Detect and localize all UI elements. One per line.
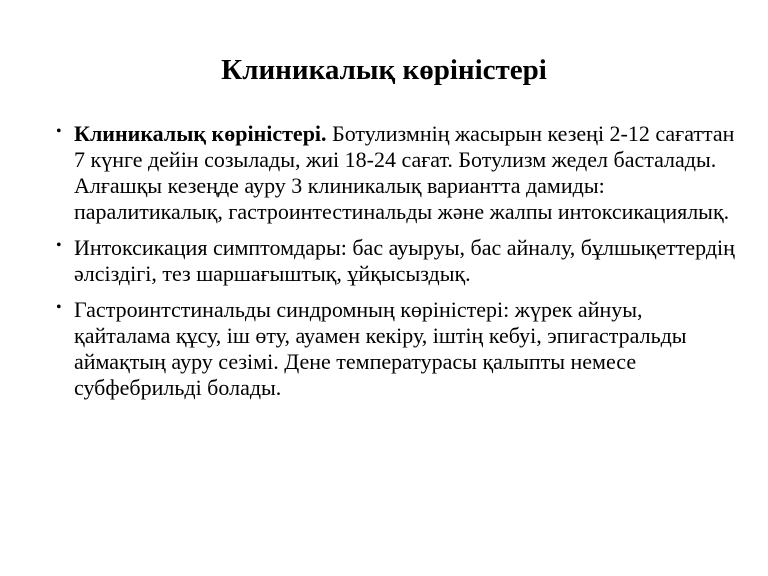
bullet-item-intoxication <box>56 235 736 287</box>
bullet-body-text: Ботулизмнің жасырын кезеңі 2-12 сағаттан 7 күнге дейін созылады, жиі 18-24 сағат. Ботулизм жедел басталады. Алғашқы кезеңде ауру 3 клиникалық вариантта дамиды: паралитикалық, гастроинтестинальды және жалпы интоксикациялық. <box>74 121 735 224</box>
bullet-dot-icon: • <box>56 237 62 254</box>
bullet-body-text: Интоксикация симптомдары: бас ауыруы, бас айналу, бұлшықеттердің әлсіздігі, тез шаршағыштық, ұйқысыздық. <box>74 235 735 286</box>
bullet-lead-text: Клиникалық көріністері. <box>74 121 327 146</box>
slide-title: Клиникалық көріністері <box>221 54 547 86</box>
bullet-dot-icon: • <box>56 123 62 140</box>
bullet-body-text: Гастроинтстинальды синдромның көріністері: жүрек айнуы, қайталама құсу, іш өту, ауамен кекіру, іштің кебуі, эпигастральды аймақтың ауру сезімі. Дене температурасы қалыпты немесе субфебрильді болады. <box>74 297 687 400</box>
bullet-item-gastrointestinal <box>56 297 736 401</box>
bullet-dot-icon: • <box>56 299 62 316</box>
bullet-item-clinical <box>56 121 736 225</box>
bullet-list <box>56 121 736 411</box>
